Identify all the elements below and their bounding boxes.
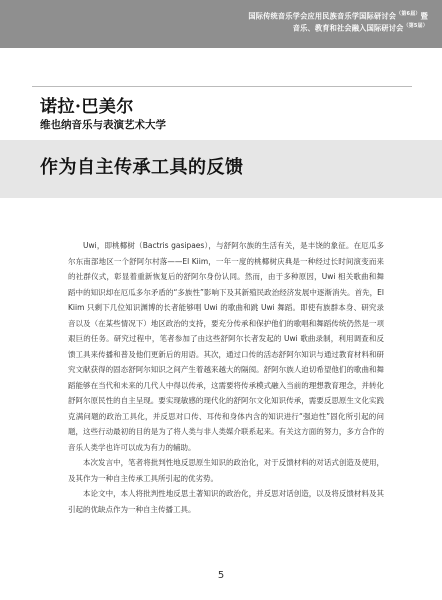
conference-line-1: 国际传统音乐学会应用民族音乐学国际研讨会$^{(第6届)}$暨	[248, 11, 428, 21]
abstract-body	[68, 238, 384, 517]
conference-header	[168, 9, 428, 34]
divider	[32, 86, 412, 87]
author-affiliation: 维也纳音乐与表演艺术大学	[40, 119, 166, 131]
paragraph: Uwi，即桃椰树（Bactris gasipaes），与舒阿尔族的生活有关，是丰饶的象征。在厄瓜多尔东南部地区一个舒阿尔村落——El Kiim，一年一度的桃椰树庆典是一种经过长时间演变而来的社群仪式，彰显着重新恢复后的舒阿尔身份认同。然而，由于多种原因，Uwi 相关歌曲和舞蹈中的知识却在厄瓜多尔矛盾的“多族性”影响下及其新殖民政治经济发展中逐渐消失。首先，El Kiim 只剩下几位知识渊博的长者能够唱 Uwi 的歌曲和跳 Uwi 舞蹈。即使有族群本身、研究录音以及（在某些情况下）地区政治的支持，要充分传承和保护他们的歌唱和舞蹈传统仍然是一项艰巨的任务。研究过程中，笔者参加了由这些舒阿尔长者发起的 Uwi 歌曲录制，利用调查和反馈工具来传播和普及他们更新后的用语。其次，通过口传的活态舒阿尔知识与通过教育材料和研究文献获得的固态舒阿尔知识之间产生着越来越大的隔阂。舒阿尔族人迫切希望他们的歌曲和舞蹈能够在当代和未来的几代人中得以传承，这需要将传承模式融入当前的理想教育理念，并转化舒阿尔原民性的自主呈现。要实现敏感的现代化的舒阿尔文化知识传承，需要反思原生文化实践克满问题的政治工具化，并反思对口传、耳传和身体内含的知识进行“强迫性”固化所引起的问题，这些行动最初的目的是为了将人类与非人类媒介联系起来。有关这方面的努力，多方合作的音乐人类学也许可以成为有力的辅助。	[68, 241, 384, 452]
paragraph: 本次发言中，笔者将批判性地反思原生知识的政治化，对于反馈材料的对话式创造及使用，及其作为一种自主传承工具所引起的优劣势。	[68, 458, 384, 483]
paragraph: 本论文中，本人将批判性地反思土著知识的政治化，并反思对话创造，以及将反馈材料及其引起的优缺点作为一种自主传播工具。	[68, 489, 384, 514]
paper-title: 作为自主传承工具的反馈	[40, 157, 244, 178]
page-number: 5	[217, 570, 225, 581]
conference-line-2: 音乐、教育和社会融入国际研讨会$^{(第5届)}$	[292, 23, 428, 33]
author-name: 诺拉·巴美尔	[40, 97, 134, 117]
